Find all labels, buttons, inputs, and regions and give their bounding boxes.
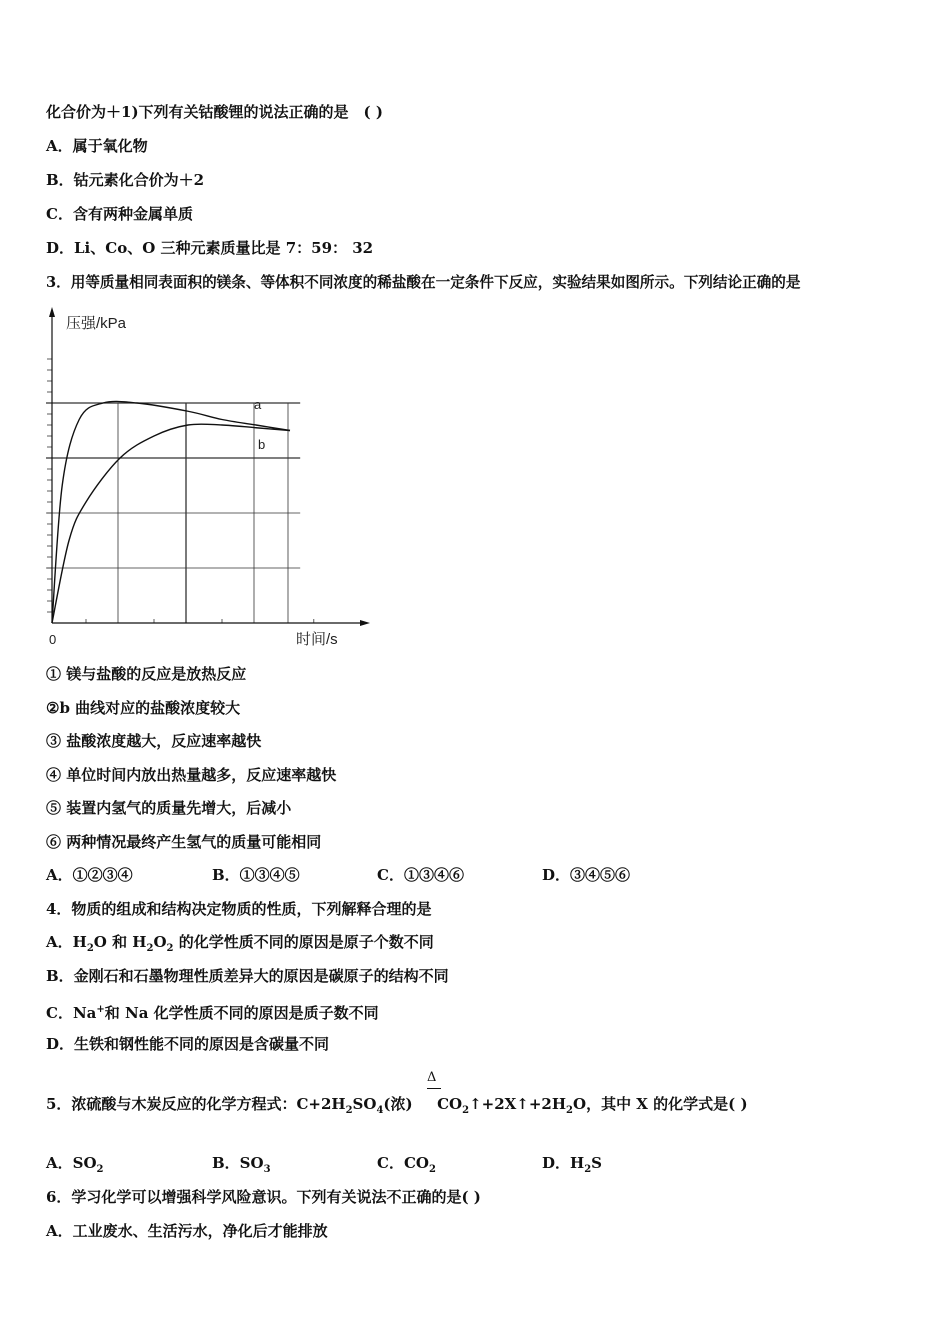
q2-option-d: D．Li、Co、O 三种元素质量比是 7：59： 32 xyxy=(46,239,374,257)
q3-statement-4: ④ 单位时间内放出热量越多，反应速率越快 xyxy=(46,766,337,784)
q4-option-c: C．Na+和 Na 化学性质不同的原因是质子数不同 xyxy=(46,1004,379,1022)
q5-option-c: C．$CO_2$ xyxy=(377,1154,436,1175)
q4-stem: 4．物质的组成和结构决定物质的性质，下列解释合理的是 xyxy=(46,900,432,918)
q2-option-b: B．钴元素化合价为＋2 xyxy=(46,171,205,189)
y-axis-arrow xyxy=(49,307,55,317)
q3-option-a: A．①②③④ xyxy=(46,866,133,884)
q3-option-c: C．①③④⑥ xyxy=(377,866,464,884)
q3-statement-2: ②b 曲线对应的盐酸浓度较大 xyxy=(46,699,241,717)
q2-option-a: A．属于氧化物 xyxy=(46,137,148,155)
pressure-time-chart xyxy=(40,305,380,655)
chart-grid xyxy=(46,359,314,623)
q3-statement-5: ⑤ 装置内氢气的质量先增大，后减小 xyxy=(46,799,292,817)
q3-statement-1: ① 镁与盐酸的反应是放热反应 xyxy=(46,665,247,683)
q3-option-d: D．③④⑤⑥ xyxy=(542,866,631,884)
series-a-label: a xyxy=(254,397,262,412)
x-axis-arrow xyxy=(360,620,370,626)
chart-axes xyxy=(49,307,370,626)
reaction-arrow xyxy=(427,1088,441,1089)
q6-option-a: A．工业废水、生活污水，净化后才能排放 xyxy=(46,1222,328,1240)
series-b-label: b xyxy=(258,437,266,452)
q3-option-b: B．①③④⑤ xyxy=(212,866,300,884)
q3-statement-3: ③ 盐酸浓度越大，反应速率越快 xyxy=(46,732,262,750)
q2-stem: 化合价为＋1)下列有关钴酸锂的说法正确的是 ( ) xyxy=(46,103,383,121)
q4-option-d: D．生铁和钢性能不同的原因是含碳量不同 xyxy=(46,1035,330,1053)
q4-option-a: A．$H_2O$ 和 $H_2O_2$ 的化学性质不同的原因是原子个数不同 xyxy=(46,933,434,954)
q3-stem: 3．用等质量相同表面积的镁条、等体积不同浓度的稀盐酸在一定条件下反应，实验结果如图所示。下列结论正确的是 xyxy=(46,274,801,291)
y-axis-label: 压强/kPa xyxy=(66,315,127,332)
q3-statement-6: ⑥ 两种情况最终产生氢气的质量可能相同 xyxy=(46,833,322,851)
origin-label: 0 xyxy=(49,632,57,647)
q2-option-c: C．含有两种金属单质 xyxy=(46,205,193,223)
q5-option-a: A．$SO_2$ xyxy=(46,1154,104,1175)
q4-option-b: B．金刚石和石墨物理性质差异大的原因是碳原子的结构不同 xyxy=(46,967,449,985)
q5-stem: 5．浓硫酸与木炭反应的化学方程式：$C+2H_2SO_4$(浓) $CO_2↑+2X↑+2H_2O$，其中 X 的化学式是( ) xyxy=(46,1095,748,1116)
q5-option-b: B．$SO_3$ xyxy=(212,1154,271,1175)
x-axis-label: 时间/s xyxy=(296,631,338,648)
q6-stem: 6．学习化学可以增强科学风险意识。下列有关说法不正确的是( ) xyxy=(46,1188,481,1206)
q5-option-d: D．$H_2S$ xyxy=(542,1154,602,1175)
reaction-condition-heat: Δ xyxy=(427,1070,437,1085)
